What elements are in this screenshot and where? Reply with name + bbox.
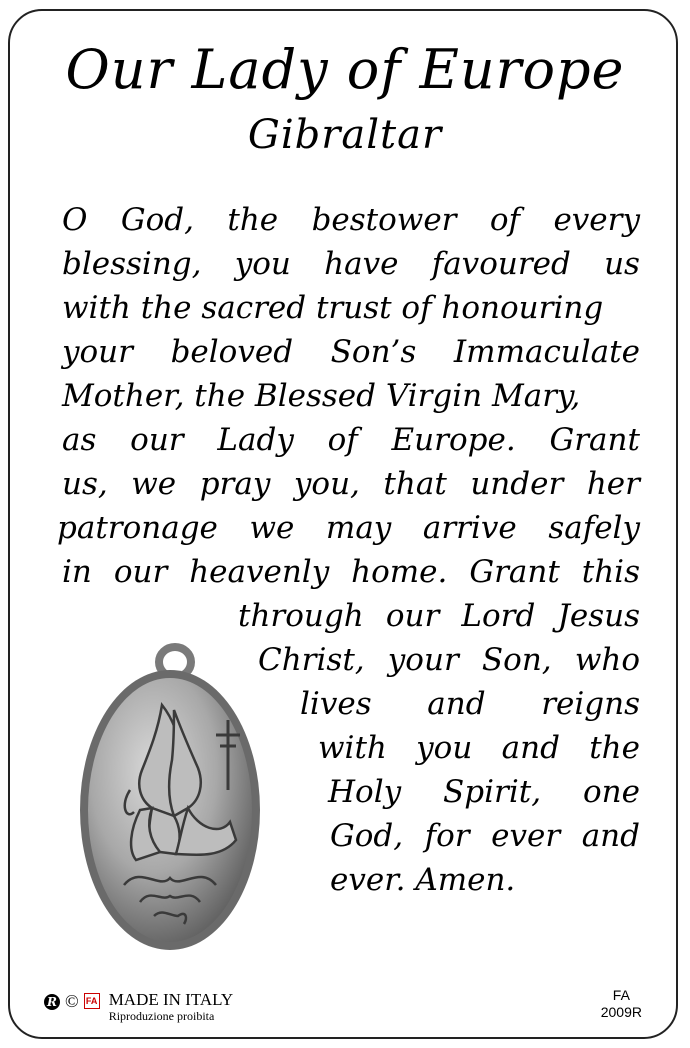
made-in-block [109, 990, 233, 1023]
prayer-word: Holy [328, 774, 402, 810]
prayer-word: as [62, 422, 97, 458]
prayer-line [300, 682, 640, 726]
prayer-word: the [589, 730, 640, 766]
product-code-line1: FA [612, 987, 630, 1003]
prayer-word: Lord [461, 598, 536, 634]
prayer-word: for [424, 818, 470, 854]
prayer-word: patronage [57, 510, 218, 546]
prayer-word: under [470, 466, 564, 502]
prayer-word: Christ, [258, 642, 365, 678]
prayer-word: heavenly [189, 554, 330, 590]
prayer-word: our [113, 554, 168, 590]
prayer-word: ever. Amen. [330, 862, 516, 898]
copyright-symbol: © [65, 991, 79, 1011]
card-subtitle: Gibraltar [247, 112, 443, 158]
prayer-line [62, 550, 640, 594]
prayer-word: Europe. [391, 422, 516, 458]
prayer-word: may [325, 510, 392, 546]
prayer-word: of [489, 202, 521, 238]
prayer-word: Spirit, [443, 774, 542, 810]
product-code [601, 987, 642, 1021]
prayer-word: and [581, 818, 640, 854]
prayer-line [62, 330, 640, 374]
prayer-word: favoured [431, 246, 571, 282]
prayer-word: her [586, 466, 640, 502]
card-title: Our Lady of Europe [65, 38, 625, 101]
made-in-italy: MADE IN ITALY [108, 990, 234, 1009]
footer-publisher [44, 990, 233, 1023]
prayer-line [62, 418, 640, 462]
fa-logo-icon: FA [84, 993, 100, 1009]
prayer-word: safely [548, 510, 640, 546]
prayer-line [62, 198, 640, 242]
prayer-word: reigns [541, 686, 640, 722]
prayer-word: Lady [217, 422, 294, 458]
prayer-word: Immaculate [453, 334, 640, 370]
prayer-word: God, [330, 818, 404, 854]
prayer-word: God, [120, 202, 194, 238]
prayer-line [330, 814, 640, 858]
prayer-word: beloved [170, 334, 294, 370]
publisher-logo-icon: R [44, 994, 60, 1010]
prayer-word: you, [293, 466, 360, 502]
prayer-word: lives [300, 686, 372, 722]
prayer-word: that [383, 466, 447, 502]
prayer-word: bestower [311, 202, 457, 238]
prayer-word: this [581, 554, 640, 590]
prayer-word: us [604, 246, 640, 282]
prayer-line [238, 594, 640, 638]
prayer-word: have [324, 246, 399, 282]
prayer-line [258, 638, 640, 682]
prayer-word: we [131, 466, 177, 502]
prayer-word: through [238, 598, 364, 634]
prayer-word: with the sacred trust of honouring [62, 290, 604, 326]
prayer-word: arrive [422, 510, 517, 546]
prayer-word: who [574, 642, 640, 678]
prayer-word: your [62, 334, 133, 370]
prayer-word: pray [199, 466, 271, 502]
prayer-line [318, 726, 640, 770]
prayer-word: we [249, 510, 295, 546]
prayer-word: every [553, 202, 640, 238]
prayer-word: with [318, 730, 387, 766]
prayer-word: in [62, 554, 92, 590]
prayer-word: Grant [469, 554, 560, 590]
prayer-line [328, 770, 640, 814]
prayer-word: Son, [481, 642, 552, 678]
prayer-word: you [416, 730, 473, 766]
prayer-word: of [327, 422, 358, 458]
prayer-word: Jesus [557, 598, 640, 634]
prayer-line [62, 286, 640, 330]
prayer-word: and [427, 686, 486, 722]
prayer-word: the [227, 202, 279, 238]
product-code-line2: 2009R [600, 1004, 642, 1020]
prayer-line [62, 374, 640, 418]
prayer-line [62, 242, 640, 286]
prayer-word: one [583, 774, 640, 810]
prayer-word: us, [62, 466, 108, 502]
reproduction-notice: Riproduzione proibita [108, 1009, 215, 1023]
prayer-line [62, 462, 640, 506]
prayer-word: Grant [549, 422, 640, 458]
prayer-word: and [501, 730, 560, 766]
prayer-word: our [385, 598, 440, 634]
prayer-word: O [62, 202, 88, 238]
prayer-word: Son’s [330, 334, 417, 370]
prayer-word: ever [491, 818, 561, 854]
prayer-word: home. [351, 554, 448, 590]
prayer-word: blessing, [62, 246, 202, 282]
prayer-word: our [130, 422, 184, 458]
praying-hands-medal-icon [70, 640, 260, 960]
prayer-line [330, 858, 640, 902]
prayer-word: your [387, 642, 459, 678]
prayer-word: you [234, 246, 291, 282]
prayer-word: Mother, the Blessed Virgin Mary, [62, 378, 581, 414]
prayer-line [57, 506, 640, 550]
